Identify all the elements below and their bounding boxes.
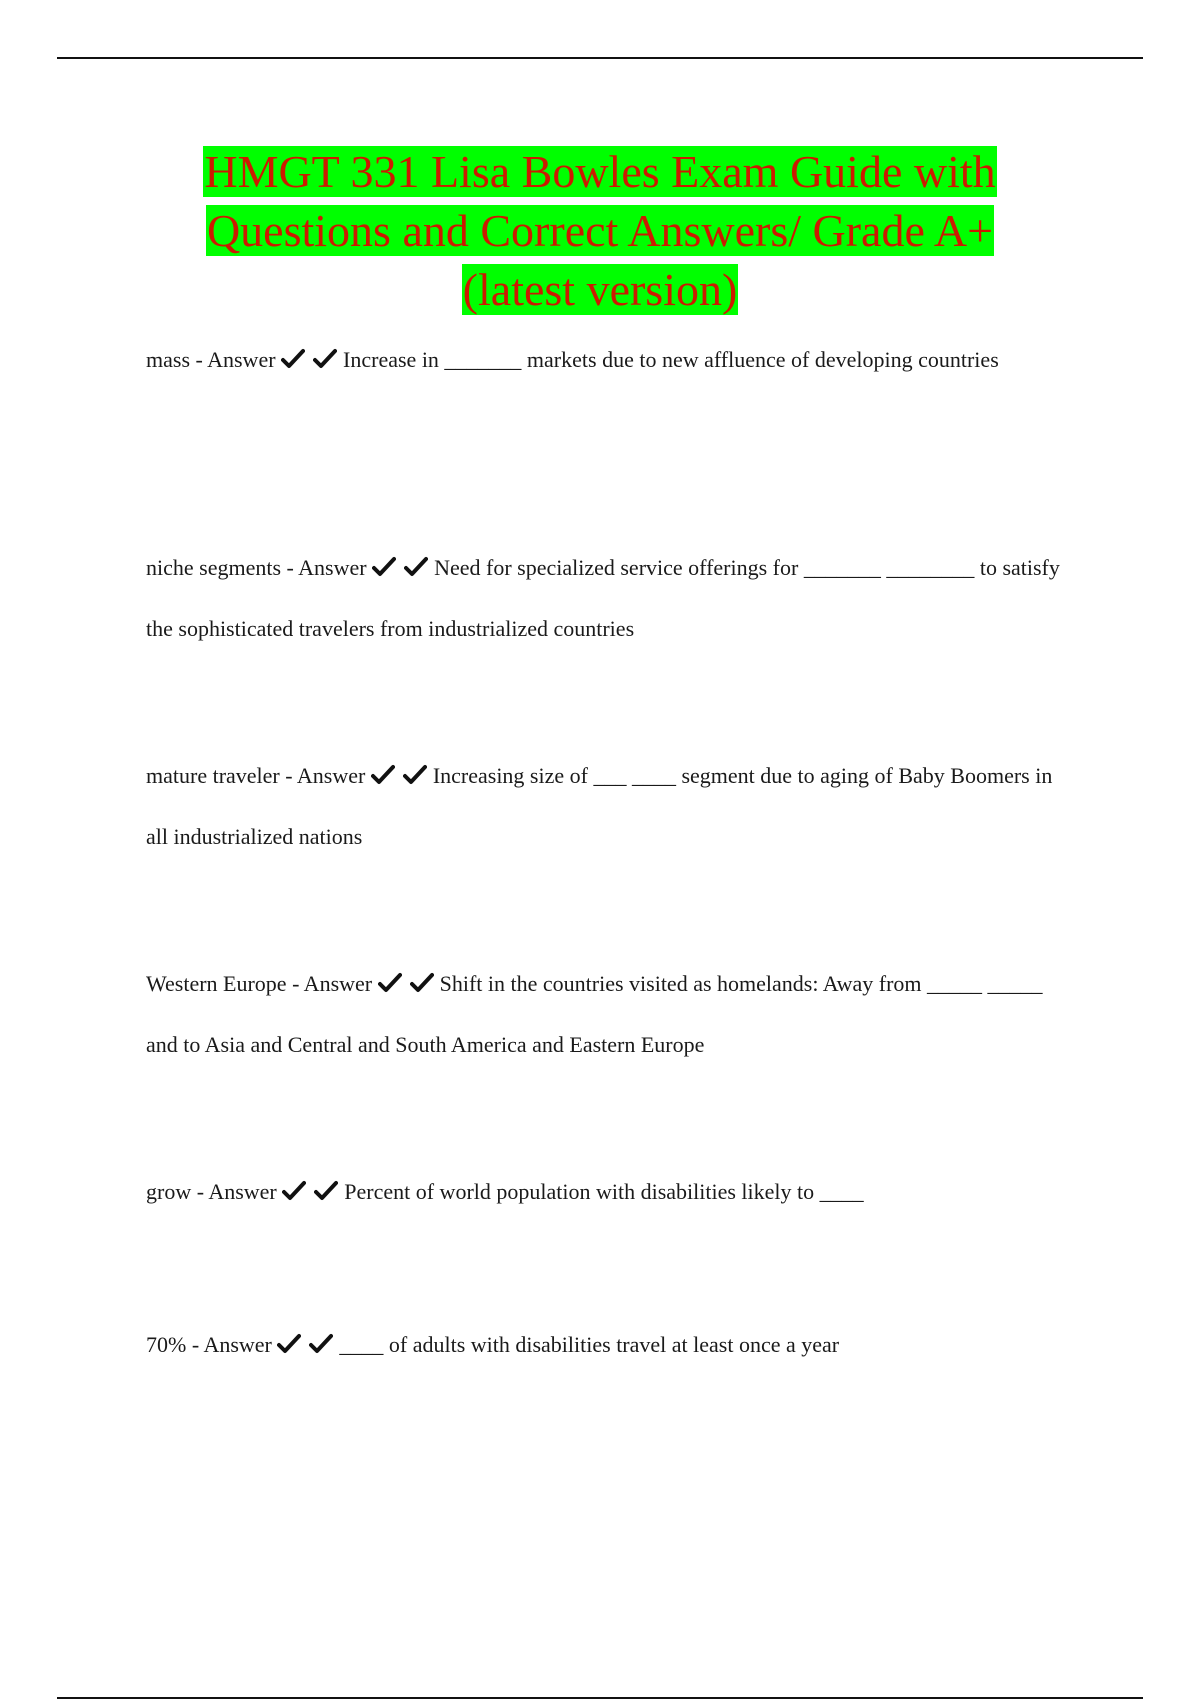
checkmark-icon: [281, 348, 305, 370]
answer-separator: - Answer: [279, 763, 366, 788]
qa-term: mass: [146, 347, 190, 372]
answer-separator: - Answer: [281, 555, 367, 580]
qa-term: grow: [146, 1179, 192, 1204]
title-line-2: Questions and Correct Answers/ Grade A+: [206, 205, 994, 256]
checkmark-icon: [372, 556, 396, 578]
qa-item-mature-traveler: [146, 745, 1066, 867]
checkmark-icon: [309, 1333, 333, 1355]
title-line-1: HMGT 331 Lisa Bowles Exam Guide with: [204, 146, 996, 197]
qa-item-grow: [146, 1161, 1066, 1222]
checkmark-icon: [410, 972, 434, 994]
checkmark-icon: [403, 764, 427, 786]
bottom-rule: [57, 1697, 1143, 1699]
document-title: [140, 142, 1060, 319]
checkmark-icon: [378, 972, 402, 994]
checkmark-icon: [277, 1333, 301, 1355]
qa-term: mature traveler: [146, 763, 280, 788]
qa-item-western-europe: [146, 953, 1066, 1075]
answer-separator: - Answer: [286, 971, 373, 996]
qa-term: Western Europe: [146, 971, 287, 996]
qa-question: Increase in _______ markets due to new affluence of developing countries: [343, 347, 999, 372]
checkmark-icon: [404, 556, 428, 578]
qa-question: Shift in the countries visited as homelands: Away from _____ _____ and to Asia and Central and South America and Eastern Europe: [146, 971, 1043, 1057]
qa-term: niche segments: [146, 555, 282, 580]
qa-item-niche-segments: [146, 537, 1066, 659]
qa-question: Increasing size of ___ ____ segment due to aging of Baby Boomers in all industrialized nations: [146, 763, 1053, 849]
title-line-3: (latest version): [462, 264, 738, 315]
answer-separator: - Answer: [191, 1179, 277, 1204]
answer-separator: - Answer: [190, 347, 276, 372]
answer-separator: - Answer: [186, 1332, 272, 1357]
checkmark-icon: [371, 764, 395, 786]
qa-question: Need for specialized service offerings for _______ ________ to satisfy the sophisticated travelers from industrialized countries: [146, 555, 1060, 641]
qa-question: Percent of world population with disabilities likely to ____: [344, 1179, 864, 1204]
checkmark-icon: [313, 348, 337, 370]
qa-question: ____ of adults with disabilities travel at least once a year: [339, 1332, 840, 1357]
qa-term: 70%: [146, 1332, 187, 1357]
top-rule: [57, 57, 1143, 59]
checkmark-icon: [282, 1180, 306, 1202]
checkmark-icon: [314, 1180, 338, 1202]
qa-item-mass: [146, 329, 1066, 390]
qa-item-70-percent: [146, 1314, 1066, 1375]
